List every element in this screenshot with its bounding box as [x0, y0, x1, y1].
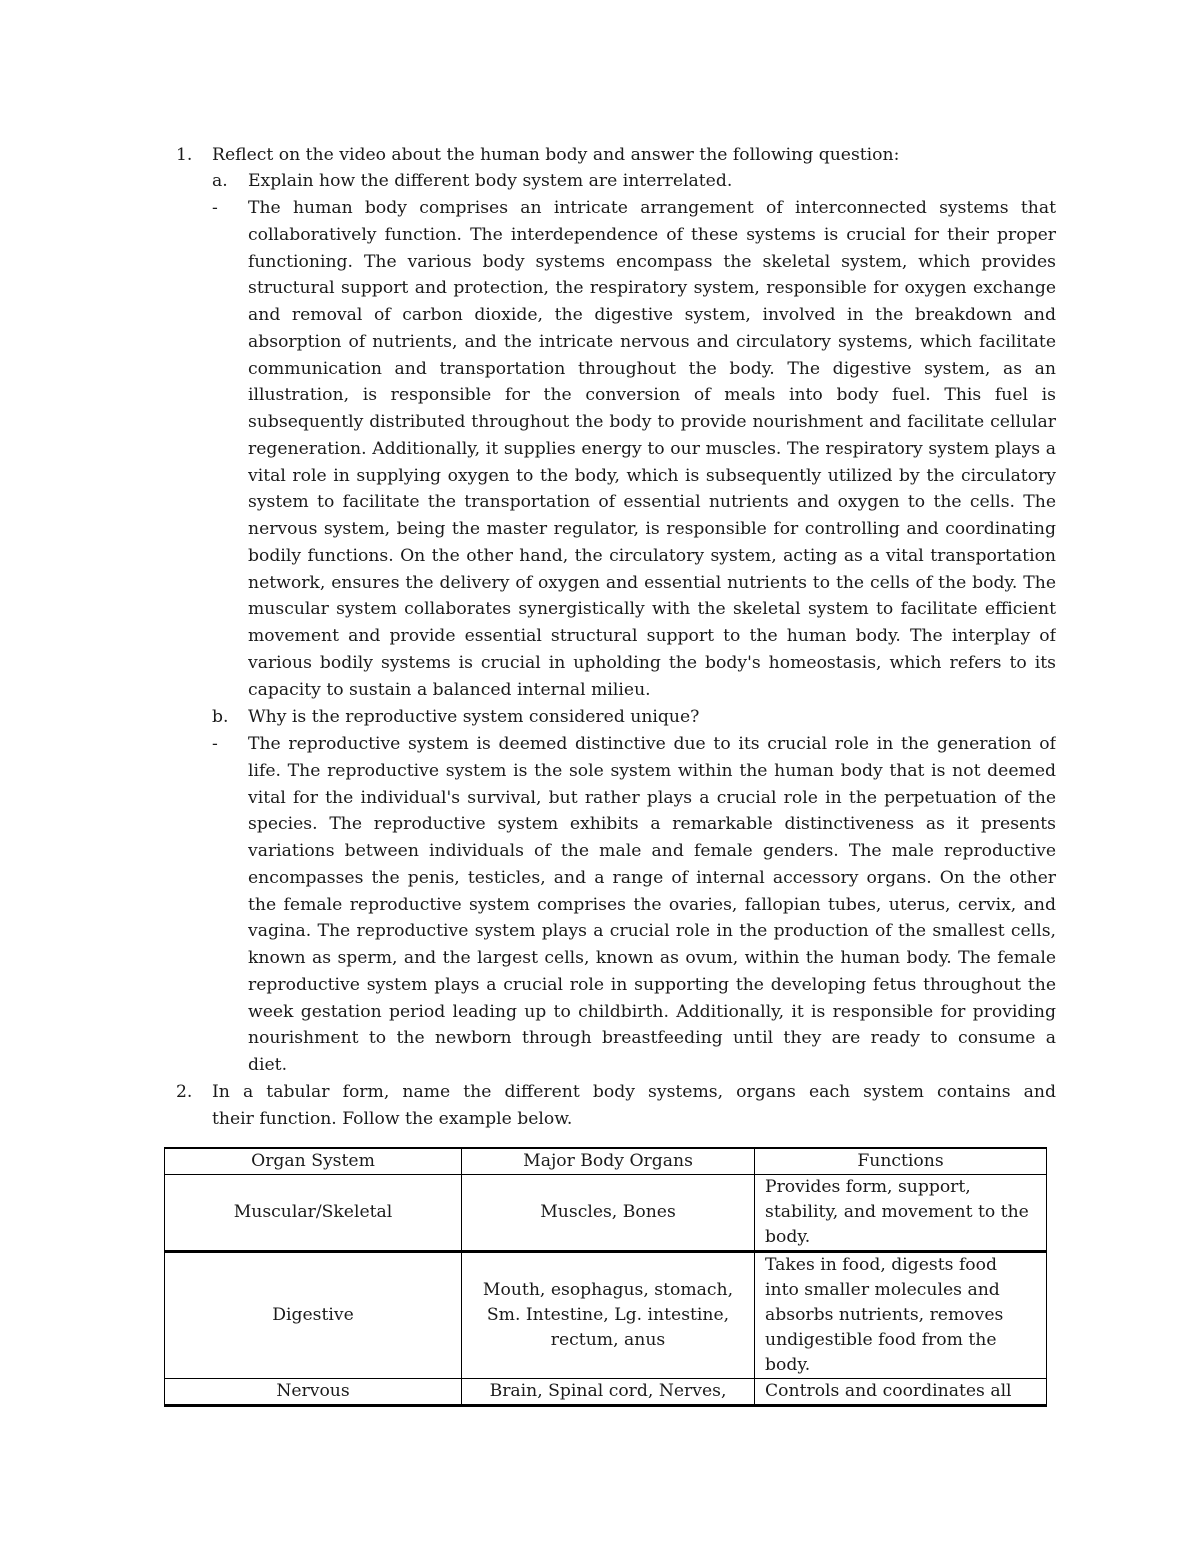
answer-line: capacity to sustain a balanced internal milieu. — [248, 679, 651, 700]
organs-line: rectum, anus — [550, 1330, 666, 1350]
functions-line: body. — [765, 1227, 811, 1247]
answer-line: week gestation period leading up to childbirth. Additionally, it is responsible for providing — [248, 1001, 1056, 1022]
answer-line: vital role in supplying oxygen to the body, which is subsequently utilized by the circulatory — [248, 465, 1056, 486]
answer-line: nervous system, being the master regulator, is responsible for controlling and coordinating — [248, 519, 1056, 539]
answer-line: species. The reproductive system exhibits a remarkable distinctiveness as it presents — [248, 814, 1056, 835]
organs-line: Brain, Spinal cord, Nerves, — [489, 1381, 727, 1401]
functions-line: stability, and movement to the — [765, 1202, 1029, 1222]
answer-line: illustration, is responsible for the conversion of meals into body fuel. This fuel is — [248, 385, 1056, 406]
answer-line: the female reproductive system comprises the ovaries, fallopian tubes, uterus, cervix, and — [248, 894, 1056, 915]
q1a-question: Explain how the different body system are interrelated. — [248, 171, 733, 191]
answer-line: structural support and protection, the respiratory system, responsible for oxygen exchange — [248, 278, 1056, 299]
q2-line-2: their function. Follow the example below. — [212, 1109, 573, 1129]
cell-organs — [462, 1379, 755, 1406]
answer-line: system to facilitate the transportation of essential nutrients and oxygen to the cells. The — [248, 492, 1056, 513]
answer-line: functioning. The various body systems encompass the skeletal system, which provides — [248, 251, 1056, 272]
cell-functions — [755, 1379, 1047, 1406]
functions-line: Takes in food, digests food — [765, 1255, 998, 1275]
answer-line: communication and transportation throughout the body. The digestive system, as an — [248, 358, 1056, 379]
body-systems-table — [164, 1147, 1047, 1407]
answer-line: diet. — [248, 1055, 288, 1075]
q1a-dash: - — [212, 198, 218, 218]
cell-organs — [462, 1175, 755, 1252]
header-functions: Functions — [755, 1148, 1047, 1175]
header-organ-system: Organ System — [165, 1148, 462, 1175]
table-row — [165, 1379, 1047, 1406]
cell-functions — [755, 1175, 1047, 1252]
answer-line: regeneration. Additionally, it supplies energy to our muscles. The respiratory system plays a — [248, 438, 1056, 459]
q2-marker: 2. — [176, 1082, 193, 1102]
q1-marker: 1. — [176, 145, 193, 165]
answer-line: collaboratively function. The interdependence of these systems is crucial for their proper — [248, 224, 1056, 245]
answer-line: reproductive system plays a crucial role in supporting the developing fetus throughout the — [248, 974, 1056, 995]
functions-line: body. — [765, 1355, 811, 1375]
table-header-row — [165, 1148, 1047, 1175]
functions-line: into smaller molecules and — [765, 1280, 1000, 1300]
answer-line: various bodily systems is crucial in upholding the body's homeostasis, which refers to its — [248, 652, 1056, 673]
answer-line: vital for the individual's survival, but rather plays a crucial role in the perpetuation of the — [248, 787, 1056, 808]
answer-line: life. The reproductive system is the sole system within the human body that is not deemed — [248, 760, 1056, 781]
q2-line-1: In a tabular form, name the different body systems, organs each system contains and — [212, 1082, 1056, 1102]
functions-line: Controls and coordinates all — [765, 1381, 1012, 1401]
answer-line: and removal of carbon dioxide, the digestive system, involved in the breakdown and — [248, 305, 1056, 325]
organs-line: Mouth, esophagus, stomach, — [482, 1280, 734, 1300]
cell-organs — [462, 1252, 755, 1379]
answer-line: bodily functions. On the other hand, the circulatory system, acting as a vital transportation — [248, 545, 1056, 566]
answer-line: absorption of nutrients, and the intricate nervous and circulatory systems, which facilitate — [248, 331, 1056, 352]
answer-line: The reproductive system is deemed distinctive due to its crucial role in the generation of — [248, 734, 1056, 754]
q1a-marker: a. — [212, 171, 228, 191]
answer-line: nourishment to the newborn through breastfeeding until they are ready to consume a — [248, 1028, 1056, 1049]
q1-text: Reflect on the video about the human body and answer the following question: — [212, 145, 900, 165]
header-major-body-organs: Major Body Organs — [462, 1148, 755, 1175]
answer-line: muscular system collaborates synergistically with the skeletal system to facilitate efficient — [248, 599, 1056, 620]
answer-line: subsequently distributed throughout the body to provide nourishment and facilitate cellular — [248, 412, 1056, 432]
functions-line: undigestible food from the — [765, 1330, 997, 1350]
answer-line: variations between individuals of the male and female genders. The male reproductive — [248, 841, 1056, 861]
organs-line: Muscles, Bones — [540, 1202, 676, 1222]
q1b-marker: b. — [212, 707, 229, 727]
answer-line: known as sperm, and the largest cells, known as ovum, within the human body. The female — [248, 948, 1056, 968]
table-row — [165, 1175, 1047, 1252]
answer-line: encompasses the penis, testicles, and a range of internal accessory organs. On the other — [248, 867, 1056, 888]
table-row — [165, 1252, 1047, 1379]
q1b-question: Why is the reproductive system considered unique? — [248, 707, 700, 727]
answer-line: The human body comprises an intricate arrangement of interconnected systems that — [248, 198, 1056, 218]
cell-system: Muscular/Skeletal — [165, 1175, 462, 1252]
cell-system: Digestive — [165, 1252, 462, 1379]
cell-system: Nervous — [165, 1379, 462, 1406]
cell-functions — [755, 1252, 1047, 1379]
functions-line: Provides form, support, — [765, 1177, 971, 1197]
answer-line: vagina. The reproductive system plays a crucial role in the production of the smallest cells, — [248, 921, 1056, 942]
q1b-dash: - — [212, 734, 218, 754]
organs-line: Sm. Intestine, Lg. intestine, — [486, 1305, 730, 1325]
answer-line: network, ensures the delivery of oxygen and essential nutrients to the cells of the body. The — [248, 572, 1056, 593]
functions-line: absorbs nutrients, removes — [765, 1305, 1004, 1325]
answer-line: movement and provide essential structural support to the human body. The interplay of — [248, 626, 1056, 646]
